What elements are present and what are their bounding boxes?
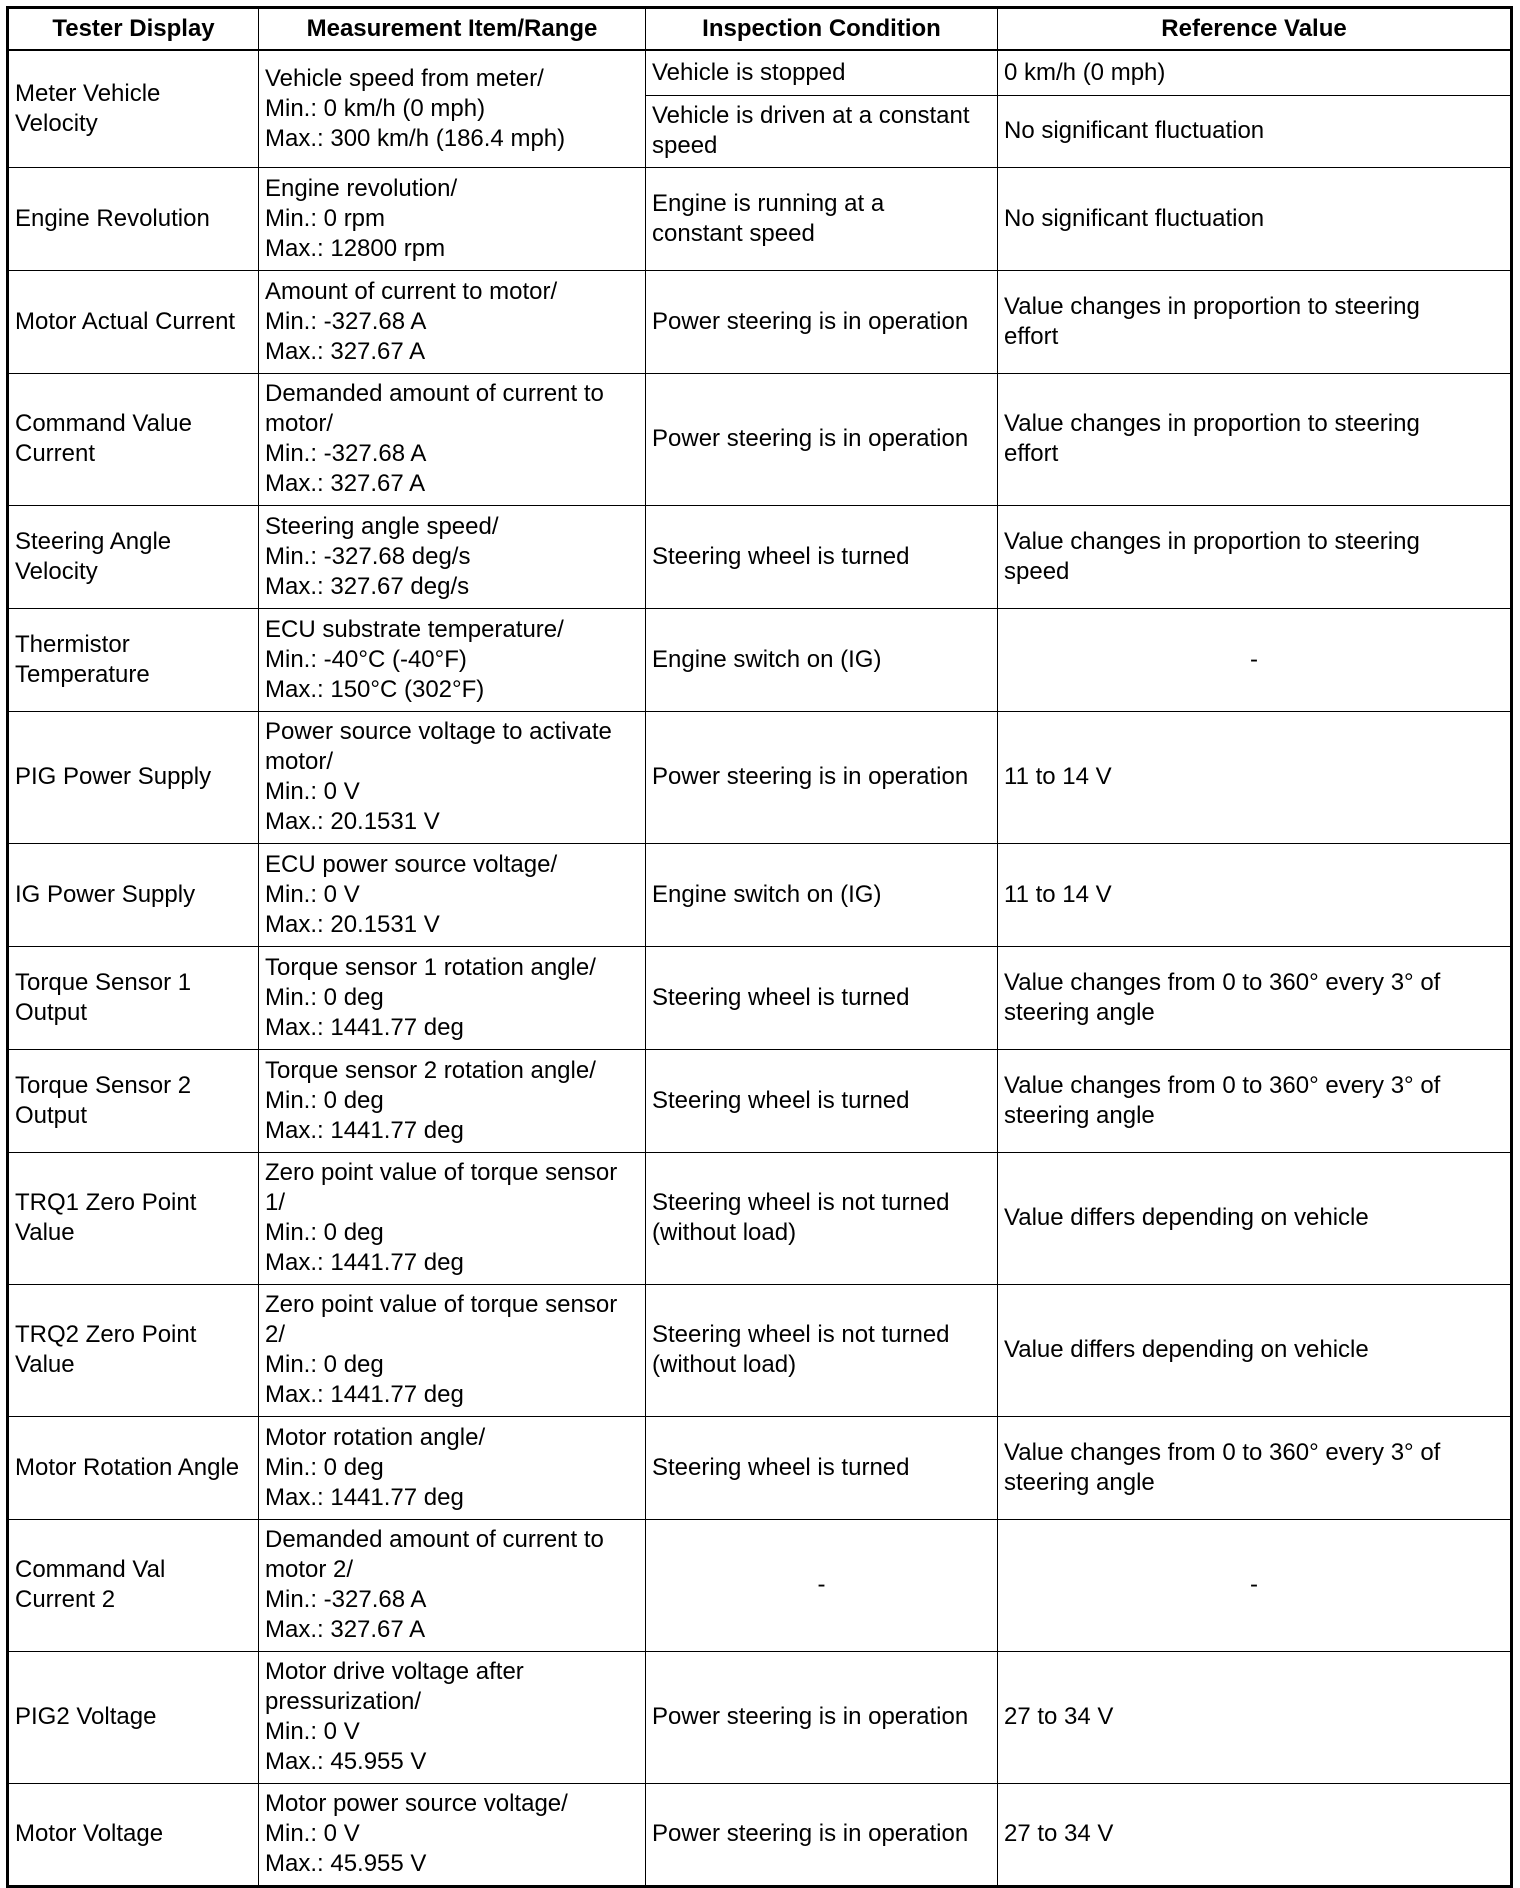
measurement-range-cell: Steering angle speed/ Min.: -327.68 deg/s Max.: 327.67 deg/s [259, 505, 646, 608]
reference-value-cell: No significant fluctuation [998, 167, 1512, 270]
inspection-condition-cell: Steering wheel is turned [646, 1049, 998, 1152]
table-row [8, 505, 1512, 608]
table-row [8, 843, 1512, 946]
tester-display-cell: Motor Actual Current [8, 270, 259, 373]
tester-display-cell: Torque Sensor 1 Output [8, 946, 259, 1049]
inspection-condition-cell: Steering wheel is turned [646, 505, 998, 608]
table-row [8, 270, 1512, 373]
tester-display-cell: TRQ2 Zero Point Value [8, 1284, 259, 1416]
header-inspection-condition: Inspection Condition [646, 8, 998, 51]
inspection-condition-cell: Engine switch on (IG) [646, 608, 998, 711]
measurement-range-cell: Amount of current to motor/ Min.: -327.68 A Max.: 327.67 A [259, 270, 646, 373]
measurement-range-cell: Vehicle speed from meter/ Min.: 0 km/h (0 mph) Max.: 300 km/h (186.4 mph) [259, 50, 646, 167]
tester-display-cell: Motor Voltage [8, 1783, 259, 1886]
reference-value-cell: No significant fluctuation [998, 95, 1512, 167]
tester-display-cell: PIG2 Voltage [8, 1651, 259, 1783]
measurement-range-cell: Motor drive voltage after pressurization/ Min.: 0 V Max.: 45.955 V [259, 1651, 646, 1783]
reference-value-cell: Value changes in proportion to steering speed [998, 505, 1512, 608]
table-row [8, 1783, 1512, 1886]
measurement-range-cell: Zero point value of torque sensor 2/ Min.: 0 deg Max.: 1441.77 deg [259, 1284, 646, 1416]
inspection-condition-cell: - [646, 1519, 998, 1651]
tester-display-cell: Meter Vehicle Velocity [8, 50, 259, 167]
measurement-range-cell: Torque sensor 2 rotation angle/ Min.: 0 deg Max.: 1441.77 deg [259, 1049, 646, 1152]
reference-value-cell: Value differs depending on vehicle [998, 1284, 1512, 1416]
measurement-range-cell: Power source voltage to activate motor/ Min.: 0 V Max.: 20.1531 V [259, 711, 646, 843]
header-tester-display: Tester Display [8, 8, 259, 51]
reference-value-cell: Value changes from 0 to 360° every 3° of steering angle [998, 1416, 1512, 1519]
measurement-range-cell: Zero point value of torque sensor 1/ Min.: 0 deg Max.: 1441.77 deg [259, 1152, 646, 1284]
inspection-condition-cell: Vehicle is stopped [646, 50, 998, 95]
measurement-range-cell: ECU power source voltage/ Min.: 0 V Max.: 20.1531 V [259, 843, 646, 946]
reference-value-cell: 11 to 14 V [998, 711, 1512, 843]
inspection-condition-cell: Vehicle is driven at a constant speed [646, 95, 998, 167]
inspection-condition-cell: Power steering is in operation [646, 373, 998, 505]
header-measurement-item-range: Measurement Item/Range [259, 8, 646, 51]
header-reference-value: Reference Value [998, 8, 1512, 51]
inspection-condition-cell: Power steering is in operation [646, 270, 998, 373]
table-row [8, 1284, 1512, 1416]
reference-value-cell: Value changes in proportion to steering effort [998, 373, 1512, 505]
inspection-condition-cell: Engine switch on (IG) [646, 843, 998, 946]
reference-value-cell: 27 to 34 V [998, 1783, 1512, 1886]
table-row [8, 711, 1512, 843]
reference-value-cell: Value differs depending on vehicle [998, 1152, 1512, 1284]
inspection-condition-cell: Steering wheel is turned [646, 1416, 998, 1519]
tester-display-cell: Command Val Current 2 [8, 1519, 259, 1651]
reference-value-cell: Value changes from 0 to 360° every 3° of steering angle [998, 1049, 1512, 1152]
table-row [8, 1049, 1512, 1152]
tester-display-cell: TRQ1 Zero Point Value [8, 1152, 259, 1284]
table-row [8, 373, 1512, 505]
tester-display-cell: Engine Revolution [8, 167, 259, 270]
tester-display-cell: Command Value Current [8, 373, 259, 505]
tester-display-cell: Thermistor Temperature [8, 608, 259, 711]
table-row [8, 167, 1512, 270]
inspection-condition-cell: Power steering is in operation [646, 1651, 998, 1783]
inspection-condition-cell: Steering wheel is turned [646, 946, 998, 1049]
tester-display-cell: IG Power Supply [8, 843, 259, 946]
table-row [8, 1152, 1512, 1284]
data-list-table [6, 6, 1513, 1888]
tester-display-cell: Torque Sensor 2 Output [8, 1049, 259, 1152]
measurement-range-cell: Motor rotation angle/ Min.: 0 deg Max.: 1441.77 deg [259, 1416, 646, 1519]
table-header-row [8, 8, 1512, 51]
inspection-condition-cell: Steering wheel is not turned (without load) [646, 1284, 998, 1416]
tester-display-cell: PIG Power Supply [8, 711, 259, 843]
table-row [8, 608, 1512, 711]
inspection-condition-cell: Engine is running at a constant speed [646, 167, 998, 270]
reference-value-cell: Value changes in proportion to steering effort [998, 270, 1512, 373]
table-row [8, 946, 1512, 1049]
table-row [8, 1416, 1512, 1519]
table-row [8, 1519, 1512, 1651]
measurement-range-cell: Engine revolution/ Min.: 0 rpm Max.: 12800 rpm [259, 167, 646, 270]
reference-value-cell: 0 km/h (0 mph) [998, 50, 1512, 95]
measurement-range-cell: Torque sensor 1 rotation angle/ Min.: 0 deg Max.: 1441.77 deg [259, 946, 646, 1049]
inspection-condition-cell: Steering wheel is not turned (without load) [646, 1152, 998, 1284]
reference-value-cell: Value changes from 0 to 360° every 3° of steering angle [998, 946, 1512, 1049]
reference-value-cell: - [998, 608, 1512, 711]
reference-value-cell: - [998, 1519, 1512, 1651]
reference-value-cell: 27 to 34 V [998, 1651, 1512, 1783]
table-row [8, 1651, 1512, 1783]
reference-value-cell: 11 to 14 V [998, 843, 1512, 946]
measurement-range-cell: Motor power source voltage/ Min.: 0 V Max.: 45.955 V [259, 1783, 646, 1886]
tester-display-cell: Motor Rotation Angle [8, 1416, 259, 1519]
measurement-range-cell: Demanded amount of current to motor/ Min.: -327.68 A Max.: 327.67 A [259, 373, 646, 505]
inspection-condition-cell: Power steering is in operation [646, 711, 998, 843]
tester-display-cell: Steering Angle Velocity [8, 505, 259, 608]
measurement-range-cell: ECU substrate temperature/ Min.: -40°C (-40°F) Max.: 150°C (302°F) [259, 608, 646, 711]
measurement-range-cell: Demanded amount of current to motor 2/ Min.: -327.68 A Max.: 327.67 A [259, 1519, 646, 1651]
inspection-condition-cell: Power steering is in operation [646, 1783, 998, 1886]
table-row [8, 50, 1512, 95]
